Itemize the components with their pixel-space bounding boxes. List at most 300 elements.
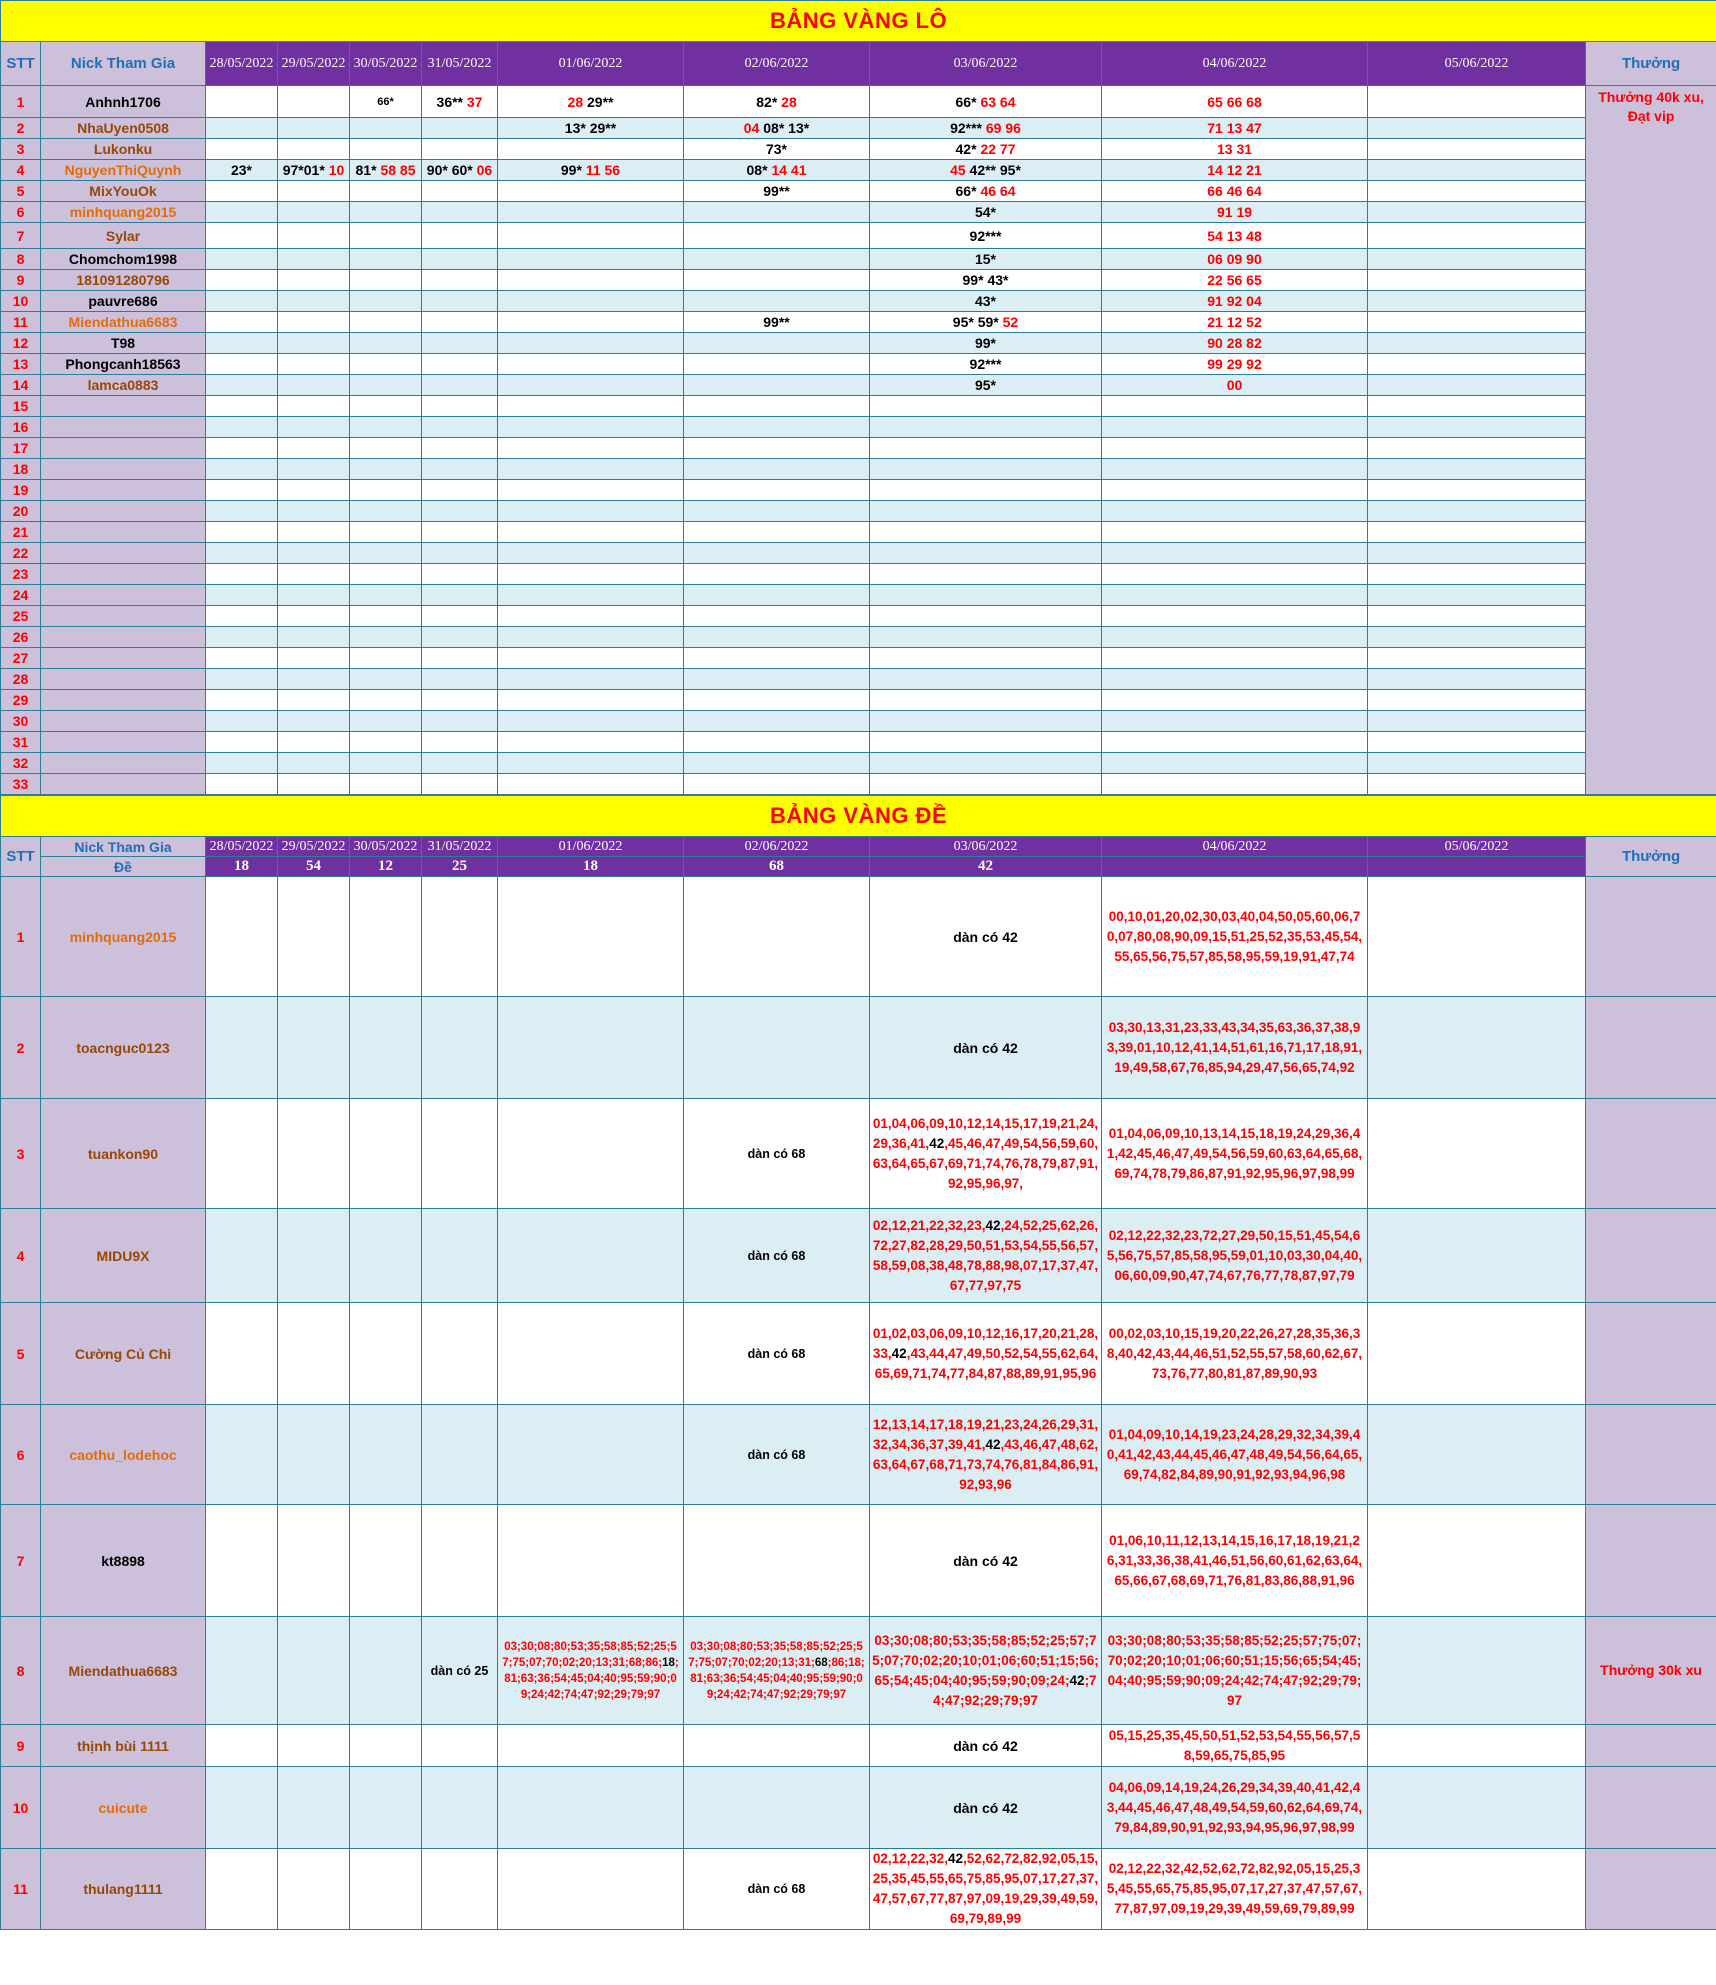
lo-cell — [498, 543, 684, 564]
lo-cell: 92*** — [870, 354, 1102, 375]
nick-name — [41, 585, 206, 606]
number-list: 02,12,21,22,32,23, — [872, 1217, 986, 1233]
lo-cell — [1368, 139, 1586, 160]
lo-cell: 92*** 69 96 — [870, 118, 1102, 139]
de-cell: 02,12,22,32,23,72,27,29,50,15,51,45,54,65,56,75,57,85,58,95,59,01,10,03,30,04,40,06,60,09,90,47,74,67,76,77,78,87,97,79 — [1102, 1209, 1368, 1303]
lo-cell: 06 09 90 — [1102, 249, 1368, 270]
de-cell — [422, 1849, 498, 1930]
de-award-cell — [1586, 1505, 1716, 1617]
nick-name — [41, 543, 206, 564]
lo-row — [1, 543, 1716, 564]
lo-cell: 54 13 48 — [1102, 223, 1368, 249]
lo-cell — [278, 585, 350, 606]
lo-row — [1, 606, 1716, 627]
lo-header-date: 30/05/2022 — [350, 42, 422, 86]
lo-cell — [422, 270, 498, 291]
lo-cell — [1102, 753, 1368, 774]
nick-name: Sylar — [41, 223, 206, 249]
de-cell — [206, 997, 278, 1099]
nick-name — [41, 459, 206, 480]
de-header-de-label: Đề — [41, 857, 206, 877]
nick-name: MixYouOk — [41, 181, 206, 202]
row-number: 27 — [1, 648, 41, 669]
de-cell — [498, 1209, 684, 1303]
lo-cell — [1102, 774, 1368, 795]
de-cell — [206, 1767, 278, 1849]
de-header-date: 02/06/2022 — [684, 837, 870, 857]
de-cell — [498, 1617, 684, 1725]
number-list: 02,12,22,32, — [872, 1851, 948, 1866]
lo-cell — [1368, 375, 1586, 396]
lo-cell — [206, 459, 278, 480]
lo-cell — [1102, 459, 1368, 480]
lo-cell — [350, 312, 422, 333]
lo-cell — [684, 417, 870, 438]
lo-row — [1, 354, 1716, 375]
lo-cell: 90* 60* 06 — [422, 160, 498, 181]
de-cell — [498, 1405, 684, 1505]
lo-cell — [278, 753, 350, 774]
de-cell — [498, 877, 684, 997]
row-number: 21 — [1, 522, 41, 543]
lo-cell — [350, 181, 422, 202]
lo-cell — [498, 648, 684, 669]
lo-cell — [278, 333, 350, 354]
number-list: 03;30;08;80;53;35;58;85;52;25;57;75;07;70;02;20;13;31; — [688, 1640, 863, 1669]
lo-row — [1, 438, 1716, 459]
lo-cell — [278, 480, 350, 501]
lo-cell — [206, 669, 278, 690]
lo-cell — [870, 627, 1102, 648]
lo-cell — [278, 669, 350, 690]
lo-cell — [1368, 202, 1586, 223]
number-list: 01,04,06,09,10,12,14,15,17,19,21,24,29,36,41, — [872, 1115, 1099, 1151]
lo-header-stt: STT — [1, 42, 41, 86]
lo-cell — [870, 606, 1102, 627]
number-list: ,43,46,47,48,62,63,64,67,68,71,73,74,76,81,84,86,91,92,93,96 — [872, 1436, 1099, 1492]
lo-cell — [278, 249, 350, 270]
lo-cell — [1368, 564, 1586, 585]
lo-cell: 66* 46 64 — [870, 181, 1102, 202]
lo-cell — [1102, 606, 1368, 627]
lo-row — [1, 753, 1716, 774]
number-list: ,45,46,47,49,54,56,59,60,63,64,65,67,69,71,74,76,78,79,87,91,92,95,96,97, — [872, 1135, 1099, 1191]
lo-row — [1, 312, 1716, 333]
de-header-date: 28/05/2022 — [206, 837, 278, 857]
lo-cell — [1368, 333, 1586, 354]
lo-cell — [870, 774, 1102, 795]
de-cell — [278, 1767, 350, 1849]
de-cell: dàn có 42 — [870, 1505, 1102, 1617]
lo-cell — [278, 354, 350, 375]
row-number: 28 — [1, 669, 41, 690]
winning-number: 42 — [985, 1436, 1001, 1452]
lo-cell — [1102, 711, 1368, 732]
de-cell — [350, 1099, 422, 1209]
lo-cell — [206, 585, 278, 606]
lo-cell — [684, 732, 870, 753]
lo-cell — [870, 564, 1102, 585]
lo-cell — [206, 732, 278, 753]
nick-name — [41, 396, 206, 417]
lo-cell — [350, 648, 422, 669]
de-cell — [1368, 1849, 1586, 1930]
lo-cell — [350, 333, 422, 354]
de-cell — [278, 1405, 350, 1505]
lo-cell — [206, 396, 278, 417]
row-number: 11 — [1, 1849, 41, 1930]
de-cell — [278, 1849, 350, 1930]
lo-row — [1, 585, 1716, 606]
lo-cell — [350, 118, 422, 139]
lo-cell — [422, 774, 498, 795]
lo-cell — [684, 711, 870, 732]
lo-cell — [278, 270, 350, 291]
lo-cell — [498, 732, 684, 753]
de-header-date: 04/06/2022 — [1102, 837, 1368, 857]
row-number: 32 — [1, 753, 41, 774]
row-number: 10 — [1, 291, 41, 312]
de-cell — [422, 1767, 498, 1849]
row-number: 6 — [1, 1405, 41, 1505]
de-cell — [870, 1099, 1102, 1209]
row-number: 11 — [1, 312, 41, 333]
nick-name: kt8898 — [41, 1505, 206, 1617]
de-row — [1, 1849, 1716, 1930]
lo-cell — [206, 501, 278, 522]
lo-cell — [278, 396, 350, 417]
lo-cell — [870, 690, 1102, 711]
lo-cell: 99 29 92 — [1102, 354, 1368, 375]
lo-cell — [870, 711, 1102, 732]
de-result: 68 — [684, 857, 870, 877]
lo-cell — [1368, 118, 1586, 139]
de-result: 12 — [350, 857, 422, 877]
de-cell — [278, 1303, 350, 1405]
nick-name: Phongcanh18563 — [41, 354, 206, 375]
lo-cell — [498, 181, 684, 202]
de-cell — [206, 877, 278, 997]
lo-row — [1, 202, 1716, 223]
de-cell — [422, 1725, 498, 1767]
lo-header-nick: Nick Tham Gia — [41, 42, 206, 86]
lo-cell — [206, 333, 278, 354]
winning-number: 42 — [947, 1851, 963, 1866]
winning-number: 68 — [814, 1656, 828, 1669]
de-cell — [1368, 1767, 1586, 1849]
de-cell: dàn có 68 — [684, 1209, 870, 1303]
lo-cell — [1368, 223, 1586, 249]
nick-name — [41, 732, 206, 753]
de-cell: dàn có 68 — [684, 1405, 870, 1505]
lo-cell — [350, 501, 422, 522]
de-cell — [498, 997, 684, 1099]
de-cell: dàn có 68 — [684, 1099, 870, 1209]
row-number: 18 — [1, 459, 41, 480]
row-number: 8 — [1, 1617, 41, 1725]
lo-cell — [498, 249, 684, 270]
lo-cell — [278, 223, 350, 249]
lo-cell — [278, 118, 350, 139]
lo-cell — [422, 354, 498, 375]
lo-cell — [206, 543, 278, 564]
lo-cell — [684, 438, 870, 459]
de-cell — [684, 1725, 870, 1767]
lo-cell — [1368, 291, 1586, 312]
lo-cell: 66* 63 64 — [870, 86, 1102, 118]
lo-row — [1, 669, 1716, 690]
lo-cell — [684, 396, 870, 417]
nick-name — [41, 669, 206, 690]
lo-cell — [350, 396, 422, 417]
de-cell — [684, 877, 870, 997]
row-number: 3 — [1, 139, 41, 160]
winning-number: 42 — [929, 1135, 945, 1151]
nick-name: thịnh bùi 1111 — [41, 1725, 206, 1767]
lo-cell — [498, 223, 684, 249]
lo-row — [1, 291, 1716, 312]
row-number: 7 — [1, 223, 41, 249]
row-number: 23 — [1, 564, 41, 585]
de-cell — [206, 1303, 278, 1405]
de-result: 18 — [206, 857, 278, 877]
de-cell — [1368, 1209, 1586, 1303]
winning-number: 18 — [662, 1656, 675, 1669]
lo-cell — [498, 774, 684, 795]
row-number: 9 — [1, 270, 41, 291]
row-number: 25 — [1, 606, 41, 627]
lo-cell — [684, 669, 870, 690]
lo-cell — [1368, 181, 1586, 202]
lo-cell — [684, 501, 870, 522]
lo-cell — [422, 606, 498, 627]
de-cell — [422, 1303, 498, 1405]
lo-cell — [206, 522, 278, 543]
number-list: ;81;63;36;54;45;04;40;95;59;90;09;24;42;74;47;92;29;79;97 — [504, 1656, 679, 1701]
nick-name: T98 — [41, 333, 206, 354]
nick-name — [41, 417, 206, 438]
lo-cell — [1368, 732, 1586, 753]
nick-name: toacnguc0123 — [41, 997, 206, 1099]
lo-cell — [870, 438, 1102, 459]
row-number: 19 — [1, 480, 41, 501]
de-cell — [684, 1617, 870, 1725]
nick-name: minhquang2015 — [41, 202, 206, 223]
lo-row — [1, 501, 1716, 522]
nick-name: Anhnh1706 — [41, 86, 206, 118]
de-result: 25 — [422, 857, 498, 877]
row-number: 4 — [1, 1209, 41, 1303]
lo-cell: 13 31 — [1102, 139, 1368, 160]
lo-header-date: 03/06/2022 — [870, 42, 1102, 86]
lo-cell — [278, 86, 350, 118]
de-row — [1, 1099, 1716, 1209]
de-cell — [422, 1209, 498, 1303]
lo-cell: 71 13 47 — [1102, 118, 1368, 139]
de-cell — [870, 1209, 1102, 1303]
lo-cell — [206, 375, 278, 396]
row-number: 2 — [1, 118, 41, 139]
de-header-date: 29/05/2022 — [278, 837, 350, 857]
de-cell — [1368, 1617, 1586, 1725]
lo-cell — [1102, 417, 1368, 438]
lo-cell — [1102, 480, 1368, 501]
lo-header-date: 01/06/2022 — [498, 42, 684, 86]
lo-cell — [422, 711, 498, 732]
lo-cell — [1368, 648, 1586, 669]
lo-cell — [1368, 396, 1586, 417]
de-row — [1, 1303, 1716, 1405]
lo-header-date: 05/06/2022 — [1368, 42, 1586, 86]
de-award-cell — [1586, 1725, 1716, 1767]
row-number: 10 — [1, 1767, 41, 1849]
row-number: 22 — [1, 543, 41, 564]
lo-cell — [206, 312, 278, 333]
lo-cell — [684, 223, 870, 249]
de-cell: dàn có 68 — [684, 1849, 870, 1930]
lo-row — [1, 86, 1716, 118]
nick-name: thulang1111 — [41, 1849, 206, 1930]
lo-cell — [684, 627, 870, 648]
lo-row — [1, 223, 1716, 249]
lo-cell — [206, 564, 278, 585]
row-number: 1 — [1, 86, 41, 118]
lo-cell — [206, 249, 278, 270]
de-result: 54 — [278, 857, 350, 877]
lo-cell — [278, 291, 350, 312]
de-cell — [684, 997, 870, 1099]
de-cell — [350, 1767, 422, 1849]
lo-cell: 65 66 68 — [1102, 86, 1368, 118]
de-cell — [498, 1849, 684, 1930]
de-cell: 02,12,22,32,42,52,62,72,82,92,05,15,25,35,45,55,65,75,85,95,07,17,27,37,47,57,67,77,87,97,09,19,29,39,49,59,69,79,89,99 — [1102, 1849, 1368, 1930]
de-cell — [498, 1099, 684, 1209]
de-cell — [684, 1505, 870, 1617]
lo-cell — [1368, 753, 1586, 774]
lo-cell — [206, 480, 278, 501]
lo-cell — [422, 501, 498, 522]
lo-cell — [684, 270, 870, 291]
de-cell — [498, 1303, 684, 1405]
nick-name: NhaUyen0508 — [41, 118, 206, 139]
lo-cell — [422, 732, 498, 753]
lo-cell — [498, 417, 684, 438]
de-cell — [206, 1505, 278, 1617]
lo-cell — [1102, 438, 1368, 459]
lo-cell: 15* — [870, 249, 1102, 270]
lo-row — [1, 417, 1716, 438]
lo-cell — [684, 564, 870, 585]
lo-cell — [206, 223, 278, 249]
lo-cell — [206, 139, 278, 160]
de-result — [1102, 857, 1368, 877]
de-cell: dàn có 25 — [422, 1617, 498, 1725]
lo-cell: 99* — [870, 333, 1102, 354]
lo-cell — [422, 249, 498, 270]
lo-cell — [870, 753, 1102, 774]
row-number: 20 — [1, 501, 41, 522]
de-cell — [422, 1505, 498, 1617]
lo-cell — [498, 270, 684, 291]
lo-cell — [684, 774, 870, 795]
lo-cell — [1368, 585, 1586, 606]
lo-cell — [350, 354, 422, 375]
lo-cell — [1368, 774, 1586, 795]
row-number: 9 — [1, 1725, 41, 1767]
nick-name: NguyenThiQuynh — [41, 160, 206, 181]
lo-cell — [278, 732, 350, 753]
de-cell — [1368, 1405, 1586, 1505]
lo-cell — [684, 291, 870, 312]
lo-cell: 82* 28 — [684, 86, 870, 118]
number-list: 03;30;08;80;53;35;58;85;52;25;57;75;07;70;02;20;13;31;68;86; — [502, 1640, 677, 1669]
de-cell — [422, 1405, 498, 1505]
lo-cell: 22 56 65 — [1102, 270, 1368, 291]
de-cell: 05,15,25,35,45,50,51,52,53,54,55,56,57,58,59,65,75,85,95 — [1102, 1725, 1368, 1767]
lo-row — [1, 480, 1716, 501]
de-rows — [1, 877, 1716, 1930]
number-list: ,24,52,25,62,26,72,27,82,28,29,50,51,53,54,55,56,57,58,59,08,38,48,78,88,98,07,17,37,47,67,77,97,75 — [872, 1217, 1099, 1293]
nick-name — [41, 774, 206, 795]
lo-cell: 42* 22 77 — [870, 139, 1102, 160]
lo-cell — [422, 312, 498, 333]
lo-cell — [350, 690, 422, 711]
de-cell — [206, 1725, 278, 1767]
lo-cell — [1102, 585, 1368, 606]
row-number: 5 — [1, 1303, 41, 1405]
row-number: 12 — [1, 333, 41, 354]
lo-header-date: 28/05/2022 — [206, 42, 278, 86]
lo-cell — [1368, 438, 1586, 459]
number-list: 01,02,03,06,09,10,12,16,17,20,21,28,33, — [872, 1325, 1099, 1361]
lo-cell — [350, 223, 422, 249]
lo-cell — [684, 459, 870, 480]
lo-cell: 21 12 52 — [1102, 312, 1368, 333]
winning-number: 42 — [985, 1217, 1001, 1233]
lo-cell — [422, 202, 498, 223]
number-list: ,52,62,72,82,92,05,15,25,35,45,55,65,75,85,95,07,17,27,37,47,57,67,77,87,97,09,19,29,39,49,59,69,79,89,99 — [872, 1851, 1099, 1926]
de-cell — [350, 1303, 422, 1405]
lo-cell — [422, 333, 498, 354]
lo-cell — [1102, 564, 1368, 585]
de-cell: 04,06,09,14,19,24,26,29,34,39,40,41,42,43,44,45,46,47,48,49,54,59,60,62,64,69,74,79,84,89,90,91,92,93,94,95,96,97,98,99 — [1102, 1767, 1368, 1849]
lo-cell — [206, 648, 278, 669]
de-cell: 01,04,06,09,10,13,14,15,18,19,24,29,36,41,42,45,46,47,49,54,56,59,60,63,64,65,68,69,74,78,79,86,87,91,92,95,96,97,98,99 — [1102, 1099, 1368, 1209]
lo-cell — [498, 627, 684, 648]
lo-cell — [350, 291, 422, 312]
lo-cell — [278, 711, 350, 732]
de-cell — [206, 1405, 278, 1505]
row-number: 30 — [1, 711, 41, 732]
de-cell: 01,06,10,11,12,13,14,15,16,17,18,19,21,26,31,33,36,38,41,46,51,56,60,61,62,63,64,65,66,67,68,69,71,76,81,83,86,88,91,96 — [1102, 1505, 1368, 1617]
lo-cell — [206, 181, 278, 202]
lo-cell — [278, 417, 350, 438]
de-cell — [870, 1849, 1102, 1930]
lo-cell — [1368, 459, 1586, 480]
lo-cell — [278, 438, 350, 459]
lo-cell — [206, 606, 278, 627]
lo-cell — [498, 291, 684, 312]
lo-cell — [422, 522, 498, 543]
lo-cell: 23* — [206, 160, 278, 181]
lo-cell — [498, 438, 684, 459]
de-cell — [422, 1099, 498, 1209]
lo-cell — [278, 139, 350, 160]
lo-cell — [498, 753, 684, 774]
lo-cell — [422, 543, 498, 564]
de-cell — [278, 1725, 350, 1767]
de-award-cell — [1586, 1209, 1716, 1303]
